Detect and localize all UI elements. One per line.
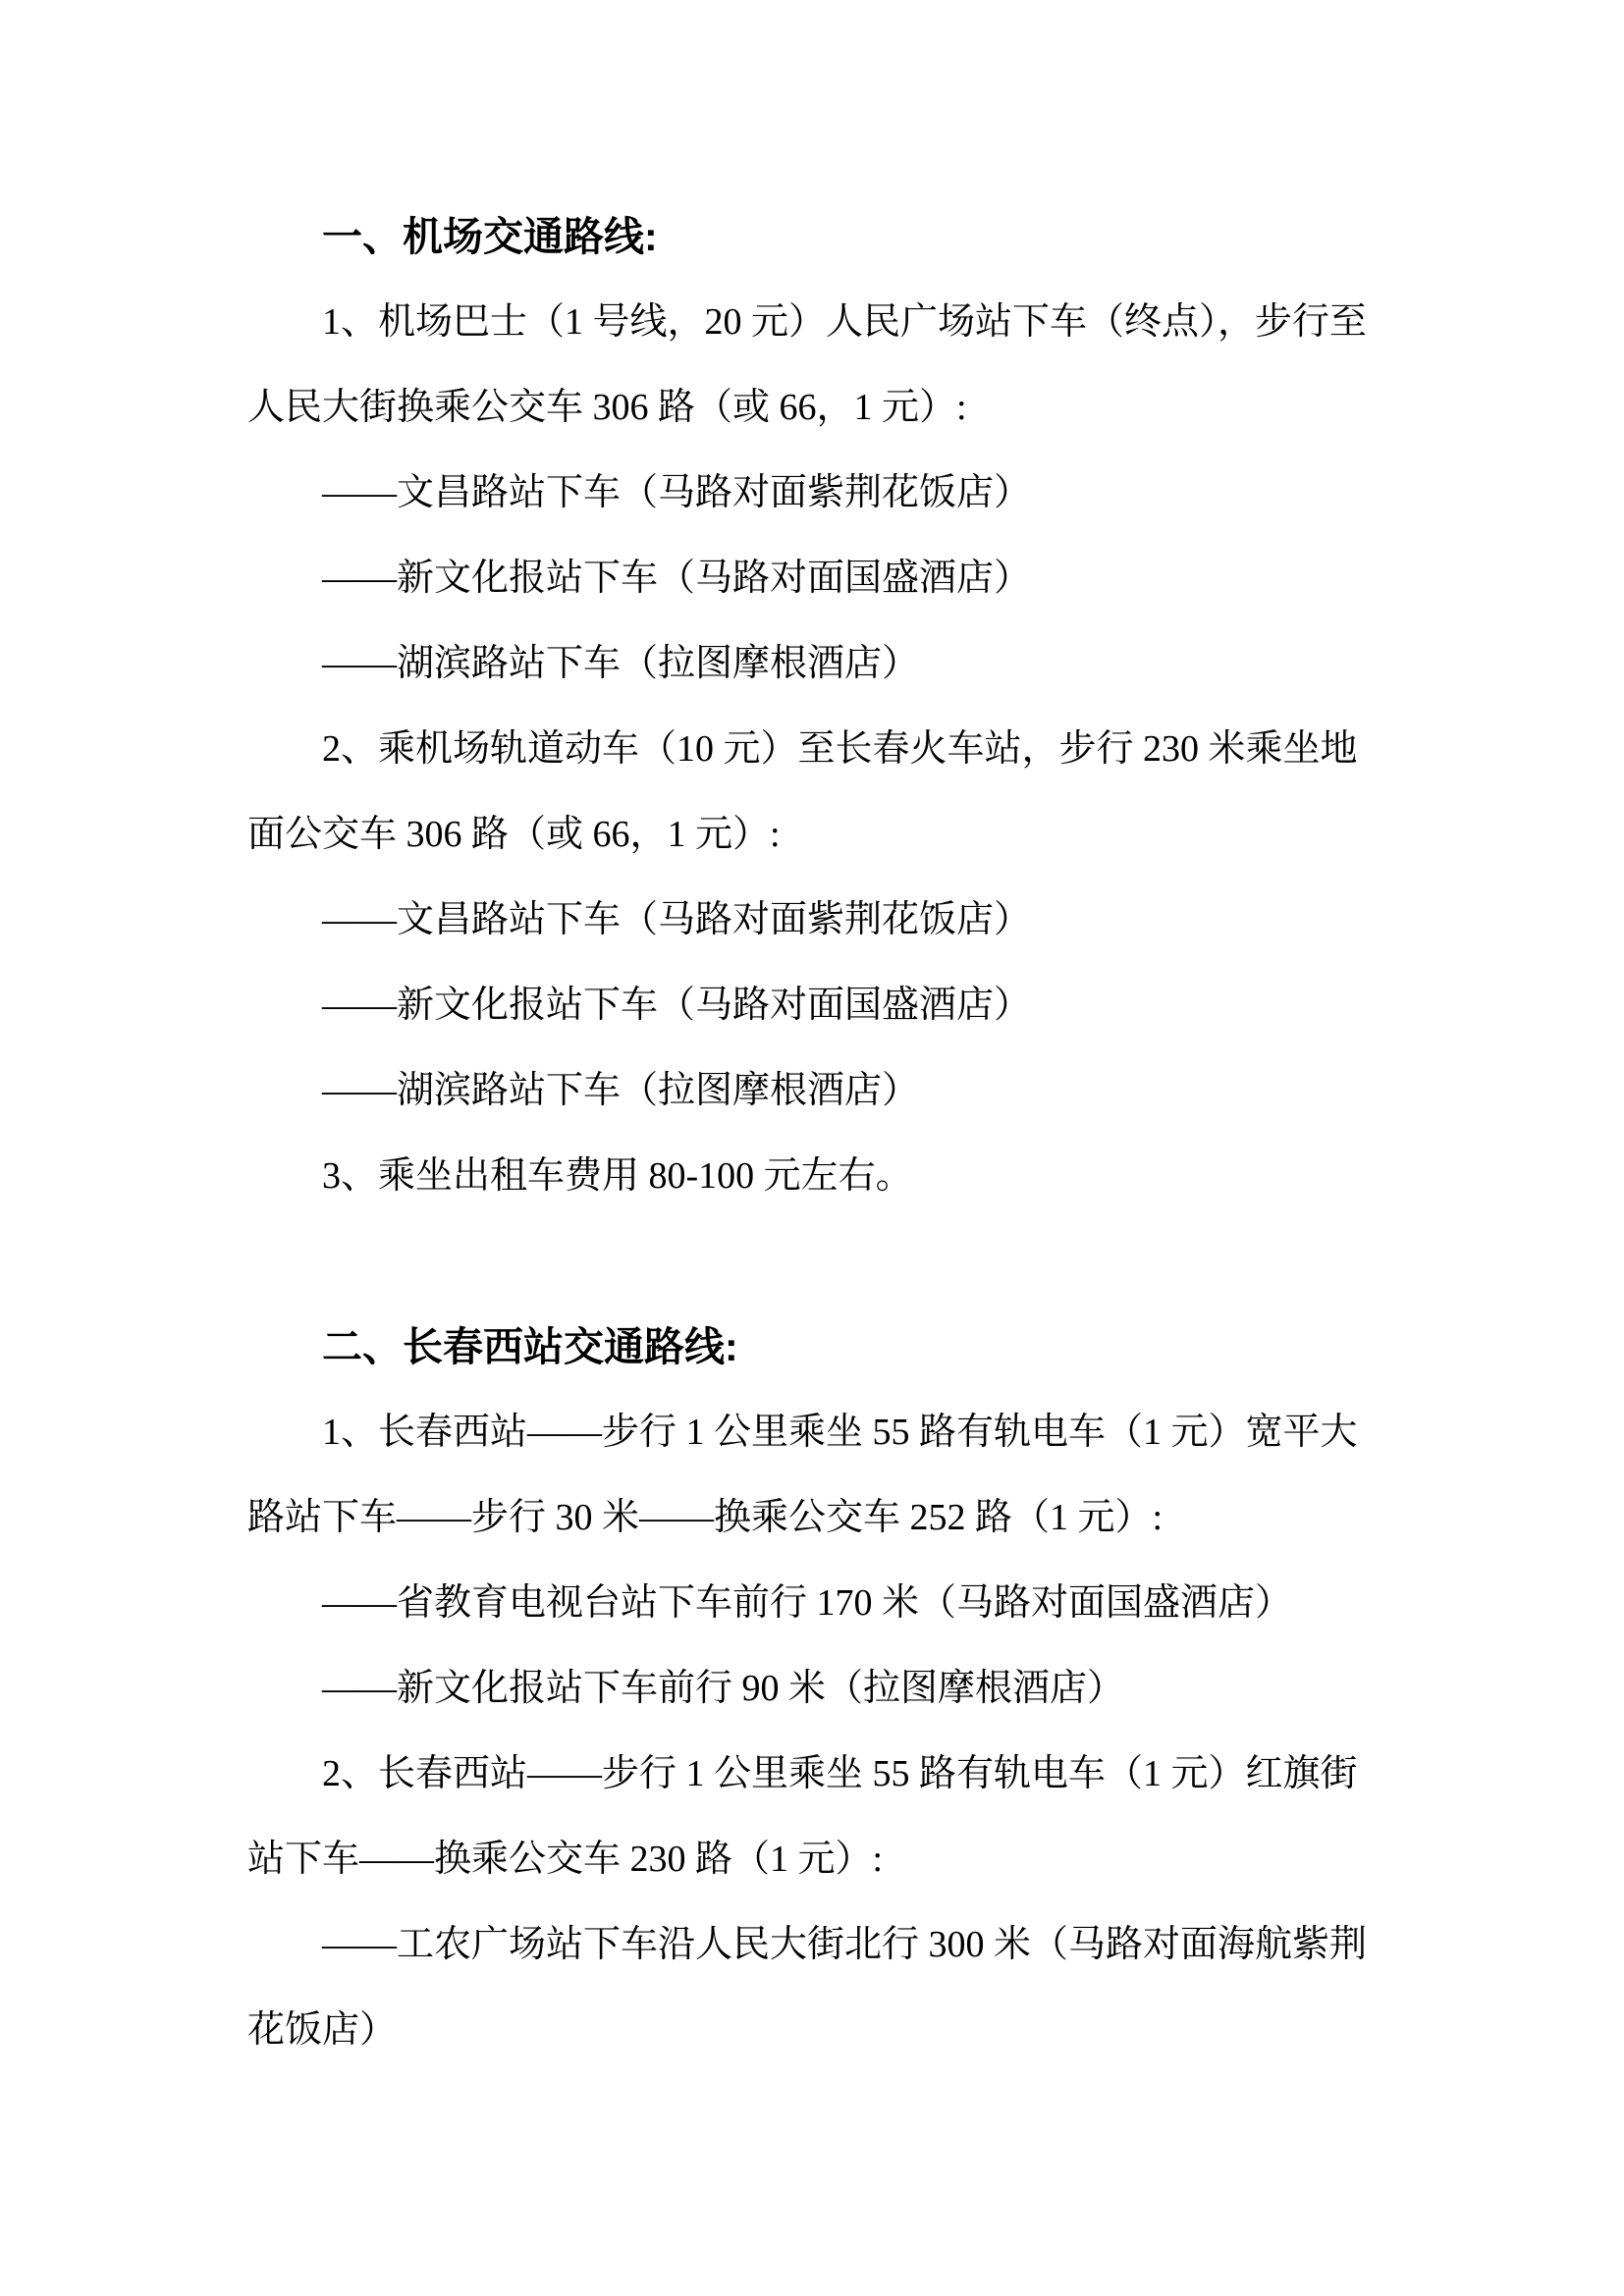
stop-wenchang-road: ——文昌路站下车（马路对面紫荆花饭店）	[322, 472, 1032, 513]
stop-xinwenhua-bao: ——新文化报站下车（马路对面国盛酒店）	[322, 558, 1032, 599]
stop-gongnong-square: ——工农广场站下车沿人民大街北行 300 米（马路对面海航紫荆	[322, 1924, 1368, 1965]
stop-xinwenhua-bao: ——新文化报站下车（马路对面国盛酒店）	[322, 985, 1032, 1026]
document-text-block	[247, 194, 1396, 2073]
airport-train-route-line-2: 面公交车 306 路（或 66，1 元）:	[247, 814, 781, 855]
airport-bus-route-line-1: 1、机场巴士（1 号线，20 元）人民广场站下车（终点），步行至	[322, 301, 1368, 343]
stop-hubin-road: ——湖滨路站下车（拉图摩根酒店）	[322, 1070, 920, 1111]
heading-airport-routes: 一、机场交通路线:	[322, 214, 658, 259]
taxi-fare-line: 3、乘坐出租车费用 80-100 元左右。	[322, 1155, 913, 1197]
west-station-route1-line-1: 1、长春西站——步行 1 公里乘坐 55 路有轨电车（1 元）宽平大	[322, 1412, 1358, 1453]
west-station-route2-line-2: 站下车——换乘公交车 230 路（1 元）:	[247, 1839, 884, 1880]
airport-train-route-line-1: 2、乘机场轨道动车（10 元）至长春火车站，步行 230 米乘坐地	[322, 728, 1358, 770]
stop-wenchang-road: ——文昌路站下车（马路对面紫荆花饭店）	[322, 899, 1032, 940]
stop-gongnong-square-cont: 花饭店）	[247, 2009, 398, 2051]
stop-hubin-road: ——湖滨路站下车（拉图摩根酒店）	[322, 643, 920, 684]
heading-west-station-routes: 二、长春西站交通路线:	[322, 1324, 738, 1369]
stop-education-tv: ——省教育电视台站下车前行 170 米（马路对面国盛酒店）	[322, 1582, 1293, 1624]
west-station-route2-line-1: 2、长春西站——步行 1 公里乘坐 55 路有轨电车（1 元）红旗街	[322, 1753, 1358, 1794]
airport-bus-route-line-2: 人民大街换乘公交车 306 路（或 66，1 元）:	[247, 387, 967, 428]
blank-line	[247, 1219, 1396, 1305]
stop-xinwenhua-bao: ——新文化报站下车前行 90 米（拉图摩根酒店）	[322, 1668, 1125, 1709]
west-station-route1-line-2: 路站下车——步行 30 米——换乘公交车 252 路（1 元）:	[247, 1497, 1164, 1538]
